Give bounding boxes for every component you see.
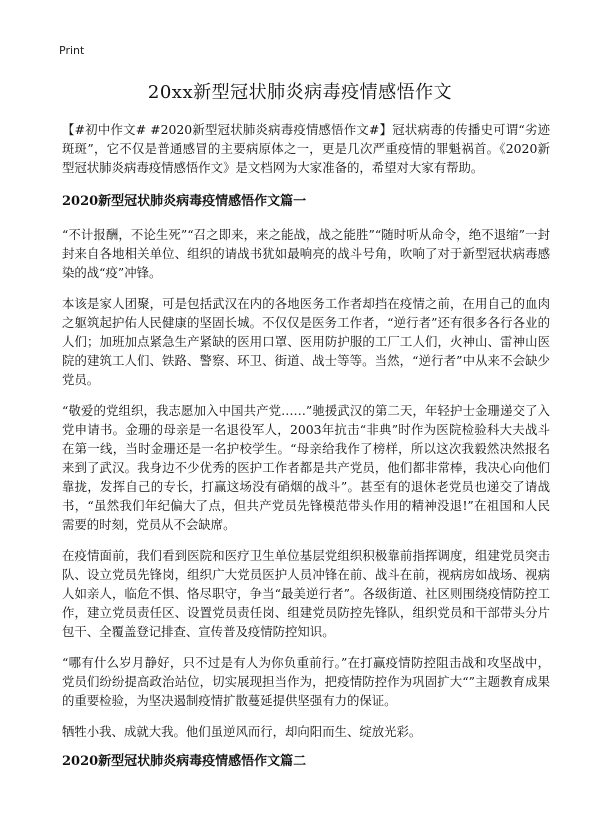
paragraph: “不计报酬，不论生死”“召之即来，来之能战，战之能胜”“随时听从命令，绝不退缩”一封封来自各地相关单位、组织的请战书犹如最响亮的战斗号角，吹响了对于新型冠状病毒感染的战“疫”冲锋。	[62, 227, 550, 280]
document-title: 20xx新型冠状肺炎病毒疫情感悟作文	[147, 82, 453, 103]
document-body	[62, 120, 550, 785]
section-heading-1: 2020新型冠状肺炎病毒疫情感悟作文篇一	[62, 194, 307, 209]
paragraph: “敬爱的党组织，我志愿加入中国共产党……”驰援武汉的第二天，年轻护士金珊递交了入党申请书。金珊的母亲是一名退役军人，2003年抗击“非典”时作为医院检验科大夫战斗在第一线，当时金珊还是一名护校学生。“母亲给我作了榜样，所以这次我毅然决然报名来到了武汉。我身边不少优秀的医护工作者都是共产党员，他们都非常棒，我决心向他们靠拢，发挥自己的专长，打赢这场没有硝烟的战斗”。甚至有的退休老党员也递交了请战书，“虽然我们年纪偏大了点，但共产党员先锋模范带头作用的精神没退!”在祖国和人民需要的时刻，党员从不会缺席。	[62, 403, 550, 532]
paragraph: “哪有什么岁月静好，只不过是有人为你负重前行。”在打赢疫情防控阻击战和攻坚战中，党员们纷纷提高政治站位，切实展现担当作为，把疫情防控作为巩固扩大“”主题教育成果的重要检验，为坚决遏制疫情扩散蔓延提供坚强有力的保证。	[62, 655, 550, 708]
intro-paragraph: 【#初中作文# #2020新型冠状肺炎病毒疫情感悟作文#】冠状病毒的传播史可谓“劣迹斑斑”，它不仅是普通感冒的主要病原体之一，更是几次严重疫情的罪魁祸首。《2020新型冠状肺炎病毒疫情感悟作文》是文档网为大家准备的，希望对大家有帮助。	[62, 122, 550, 175]
section-heading-2: 2020新型冠状肺炎病毒疫情感悟作文篇二	[62, 754, 307, 769]
paragraph: 在疫情面前，我们看到医院和医疗卫生单位基层党组织积极靠前指挥调度，组建党员突击队、设立党员先锋岗，组织广大党员医护人员冲锋在前、战斗在前，视病房如战场、视病人如亲人，临危不惧、恪尽职守，争当“最美逆行者”。各级街道、社区则围绕疫情防控工作，建立党员责任区、设置党员责任岗、组建党员防控先锋队，组织党员和干部带头分片包干、全覆盖登记排查、宣传普及疫情防控知识。	[62, 548, 550, 639]
paragraph: 牺牲小我、成就大我。他们虽逆风而行，却向阳而生、绽放光彩。	[62, 724, 422, 739]
print-label[interactable]: Print	[59, 44, 85, 57]
paragraph: 本该是家人团聚，可是包括武汉在内的各地医务工作者却挡在疫情之前，在用自己的血肉之躯筑起护佑人民健康的坚固长城。不仅仅是医务工作者，“逆行者”还有很多各行各业的人们；加班加点紧急生产紧缺的医用口罩、医用防护服的工厂工人们，火神山、雷神山医院的建筑工人们、铁路、警察、环卫、街道、战士等等。当然，“逆行者”中从来不会缺少党员。	[62, 296, 550, 387]
